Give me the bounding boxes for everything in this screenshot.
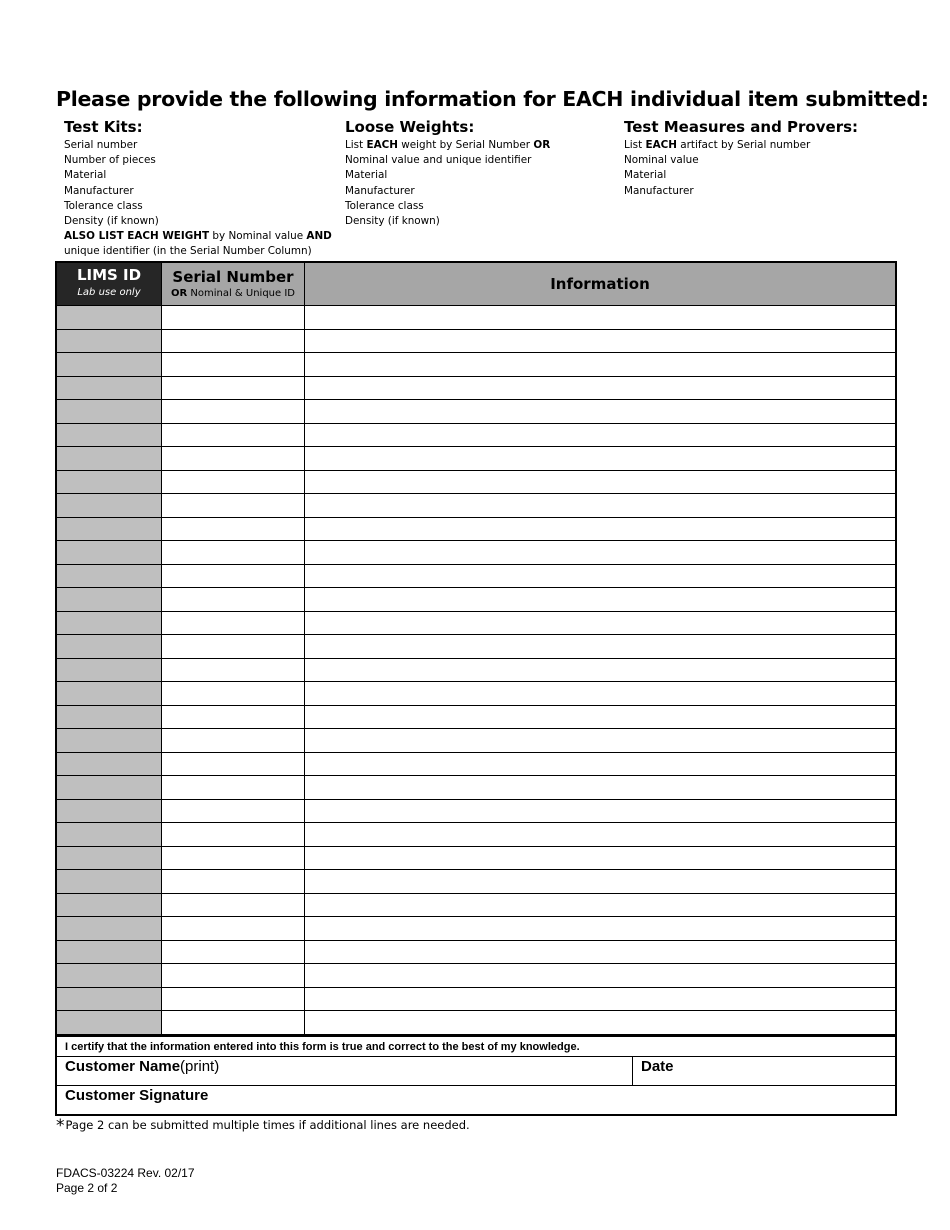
customer-signature-field[interactable] xyxy=(57,1086,208,1114)
lims-id-cell xyxy=(57,541,162,564)
information-cell[interactable] xyxy=(305,330,895,353)
lims-id-cell xyxy=(57,823,162,846)
lims-id-cell xyxy=(57,612,162,635)
table-row xyxy=(57,377,895,401)
table-row xyxy=(57,400,895,424)
information-cell[interactable] xyxy=(305,988,895,1011)
test-measures-section xyxy=(624,118,858,199)
information-cell[interactable] xyxy=(305,706,895,729)
lims-id-cell xyxy=(57,518,162,541)
date-field[interactable] xyxy=(633,1057,895,1085)
table-row xyxy=(57,518,895,542)
customer-name-row xyxy=(57,1057,895,1086)
test-kits-line: Material xyxy=(64,169,107,182)
serial-number-cell[interactable] xyxy=(162,541,305,564)
table-row xyxy=(57,541,895,565)
table-row xyxy=(57,800,895,824)
information-cell[interactable] xyxy=(305,753,895,776)
also-bold: ALSO LIST EACH WEIGHT xyxy=(64,230,210,243)
certification-block xyxy=(55,1034,897,1116)
test-kits-also-line xyxy=(64,229,332,244)
information-header: Information xyxy=(305,263,895,305)
serial-number-cell[interactable] xyxy=(162,659,305,682)
table-row xyxy=(57,894,895,918)
table-row xyxy=(57,776,895,800)
lims-id-cell xyxy=(57,377,162,400)
table-row xyxy=(57,565,895,589)
lims-id-cell xyxy=(57,494,162,517)
lims-id-cell xyxy=(57,753,162,776)
lims-id-cell xyxy=(57,847,162,870)
information-cell[interactable] xyxy=(305,447,895,470)
table-row xyxy=(57,447,895,471)
table-row xyxy=(57,635,895,659)
serial-number-cell[interactable] xyxy=(162,682,305,705)
serial-number-cell[interactable] xyxy=(162,377,305,400)
table-row xyxy=(57,823,895,847)
nominal-unique-label: Nominal & Unique ID xyxy=(187,288,295,299)
information-cell[interactable] xyxy=(305,1011,895,1035)
table-row xyxy=(57,682,895,706)
serial-number-cell[interactable] xyxy=(162,964,305,987)
serial-number-cell[interactable] xyxy=(162,753,305,776)
page-number: Page 2 of 2 xyxy=(56,1181,118,1195)
test-measures-line: Manufacturer xyxy=(624,184,694,197)
serial-number-cell[interactable] xyxy=(162,800,305,823)
table-row xyxy=(57,353,895,377)
serial-number-cell[interactable] xyxy=(162,447,305,470)
test-kits-heading: Test Kits: xyxy=(64,118,143,136)
lims-id-cell xyxy=(57,988,162,1011)
information-cell[interactable] xyxy=(305,377,895,400)
information-cell[interactable] xyxy=(305,682,895,705)
table-row xyxy=(57,964,895,988)
table-row xyxy=(57,306,895,330)
lims-id-cell xyxy=(57,800,162,823)
table-row xyxy=(57,917,895,941)
lims-id-cell xyxy=(57,729,162,752)
lims-id-cell xyxy=(57,565,162,588)
test-kits-line: Density (if known) xyxy=(64,215,159,228)
lab-use-only-label: Lab use only xyxy=(77,287,141,298)
tm-pre: List xyxy=(624,139,646,151)
information-cell[interactable] xyxy=(305,635,895,658)
information-cell[interactable] xyxy=(305,541,895,564)
information-cell[interactable] xyxy=(305,306,895,329)
information-cell[interactable] xyxy=(305,494,895,517)
lims-id-cell xyxy=(57,330,162,353)
serial-number-cell[interactable] xyxy=(162,847,305,870)
lims-id-cell xyxy=(57,706,162,729)
information-cell[interactable] xyxy=(305,400,895,423)
loose-weights-line: Nominal value and unique identifier xyxy=(345,154,532,167)
table-row xyxy=(57,729,895,753)
serial-number-cell[interactable] xyxy=(162,706,305,729)
test-kits-line: Number of pieces xyxy=(64,154,156,167)
lims-id-cell xyxy=(57,682,162,705)
table-body xyxy=(57,306,895,1035)
and-bold: AND xyxy=(306,230,332,243)
lims-id-header xyxy=(57,263,162,305)
information-cell[interactable] xyxy=(305,870,895,893)
lims-id-label: LIMS ID xyxy=(76,266,142,284)
table-row xyxy=(57,847,895,871)
information-cell[interactable] xyxy=(305,612,895,635)
loose-weights-line-1 xyxy=(345,138,550,153)
table-row xyxy=(57,1011,895,1035)
customer-name-field[interactable] xyxy=(57,1057,633,1085)
information-cell[interactable] xyxy=(305,424,895,447)
page-note xyxy=(56,1116,470,1136)
serial-number-label: Serial Number xyxy=(172,268,294,286)
tm-post: artifact by Serial number xyxy=(676,139,811,151)
customer-signature-label: Customer Signature xyxy=(65,1087,209,1104)
form-id: FDACS-03224 Rev. 02/17 xyxy=(56,1166,195,1180)
customer-name-label: Customer Name xyxy=(65,1058,181,1075)
serial-number-cell[interactable] xyxy=(162,635,305,658)
serial-number-cell[interactable] xyxy=(162,330,305,353)
lims-id-cell xyxy=(57,424,162,447)
loose-weights-section xyxy=(345,118,550,229)
loose-weights-line: Density (if known) xyxy=(345,215,440,228)
serial-number-cell[interactable] xyxy=(162,471,305,494)
also-text: by Nominal value xyxy=(209,230,307,243)
serial-number-cell[interactable] xyxy=(162,400,305,423)
serial-number-cell[interactable] xyxy=(162,988,305,1011)
lims-id-cell xyxy=(57,588,162,611)
lims-id-cell xyxy=(57,1011,162,1035)
serial-number-sub xyxy=(162,288,304,299)
serial-number-cell[interactable] xyxy=(162,917,305,940)
serial-number-cell[interactable] xyxy=(162,518,305,541)
lims-id-cell xyxy=(57,400,162,423)
table-row xyxy=(57,659,895,683)
information-cell[interactable] xyxy=(305,659,895,682)
lims-id-cell xyxy=(57,306,162,329)
lims-id-cell xyxy=(57,776,162,799)
table-row xyxy=(57,870,895,894)
lims-id-cell xyxy=(57,353,162,376)
lims-id-cell xyxy=(57,870,162,893)
loose-weights-line: Material xyxy=(345,169,388,182)
information-cell[interactable] xyxy=(305,941,895,964)
information-cell[interactable] xyxy=(305,471,895,494)
lims-id-cell xyxy=(57,471,162,494)
information-cell[interactable] xyxy=(305,565,895,588)
date-label: Date xyxy=(641,1058,674,1075)
lw-each: EACH xyxy=(366,139,398,151)
asterisk: * xyxy=(56,1116,65,1136)
serial-number-cell[interactable] xyxy=(162,941,305,964)
lw-mid: weight by Serial Number xyxy=(397,139,534,151)
certification-statement: I certify that the information entered into this form is true and correct to the best of my knowledge. xyxy=(57,1036,895,1057)
serial-number-cell[interactable] xyxy=(162,353,305,376)
page-footer xyxy=(56,1166,195,1196)
lw-pre: List xyxy=(345,139,367,151)
serial-number-cell[interactable] xyxy=(162,1011,305,1035)
serial-number-cell[interactable] xyxy=(162,823,305,846)
lims-id-cell xyxy=(57,941,162,964)
page-title: Please provide the following information for EACH individual item submitted: xyxy=(56,87,929,111)
test-measures-line-1 xyxy=(624,138,858,153)
table-row xyxy=(57,988,895,1012)
test-kits-line: Tolerance class xyxy=(64,199,143,212)
serial-number-cell[interactable] xyxy=(162,870,305,893)
test-measures-line: Nominal value xyxy=(624,154,699,167)
note-text: Page 2 can be submitted multiple times if additional lines are needed. xyxy=(65,1118,470,1132)
lims-id-cell xyxy=(57,964,162,987)
test-kits-line: Serial number xyxy=(64,139,138,151)
loose-weights-heading: Loose Weights: xyxy=(345,118,475,136)
serial-number-cell[interactable] xyxy=(162,565,305,588)
serial-number-cell[interactable] xyxy=(162,612,305,635)
customer-signature-row xyxy=(57,1086,895,1114)
serial-number-header xyxy=(162,263,305,305)
table-row xyxy=(57,588,895,612)
lims-id-cell xyxy=(57,894,162,917)
information-cell[interactable] xyxy=(305,917,895,940)
serial-number-cell[interactable] xyxy=(162,894,305,917)
serial-number-cell[interactable] xyxy=(162,776,305,799)
item-table xyxy=(55,261,897,1037)
information-cell[interactable] xyxy=(305,588,895,611)
serial-number-cell[interactable] xyxy=(162,306,305,329)
serial-number-cell[interactable] xyxy=(162,424,305,447)
table-row xyxy=(57,706,895,730)
serial-number-cell[interactable] xyxy=(162,494,305,517)
test-kits-also-line-2: unique identifier (in the Serial Number Column) xyxy=(64,245,312,258)
print-label: (print) xyxy=(180,1058,220,1075)
test-measures-line: Material xyxy=(624,169,667,182)
information-cell[interactable] xyxy=(305,353,895,376)
table-header xyxy=(57,263,895,306)
information-cell[interactable] xyxy=(305,800,895,823)
serial-number-cell[interactable] xyxy=(162,588,305,611)
loose-weights-line: Manufacturer xyxy=(345,184,415,197)
table-row xyxy=(57,612,895,636)
tm-each: EACH xyxy=(645,139,677,151)
information-cell[interactable] xyxy=(305,518,895,541)
information-cell[interactable] xyxy=(305,776,895,799)
lims-id-cell xyxy=(57,447,162,470)
information-cell[interactable] xyxy=(305,894,895,917)
information-cell[interactable] xyxy=(305,729,895,752)
lims-id-cell xyxy=(57,635,162,658)
table-row xyxy=(57,494,895,518)
information-cell[interactable] xyxy=(305,823,895,846)
or-bold: OR xyxy=(170,288,188,299)
test-kits-line: Manufacturer xyxy=(64,184,134,197)
table-row xyxy=(57,941,895,965)
table-row xyxy=(57,753,895,777)
table-row xyxy=(57,424,895,448)
test-kits-section xyxy=(64,118,332,260)
lims-id-cell xyxy=(57,659,162,682)
loose-weights-line: Tolerance class xyxy=(345,199,424,212)
serial-number-cell[interactable] xyxy=(162,729,305,752)
lw-or: OR xyxy=(533,139,551,151)
lims-id-cell xyxy=(57,917,162,940)
information-cell[interactable] xyxy=(305,964,895,987)
information-cell[interactable] xyxy=(305,847,895,870)
test-measures-heading: Test Measures and Provers: xyxy=(624,118,859,136)
table-row xyxy=(57,471,895,495)
table-row xyxy=(57,330,895,354)
